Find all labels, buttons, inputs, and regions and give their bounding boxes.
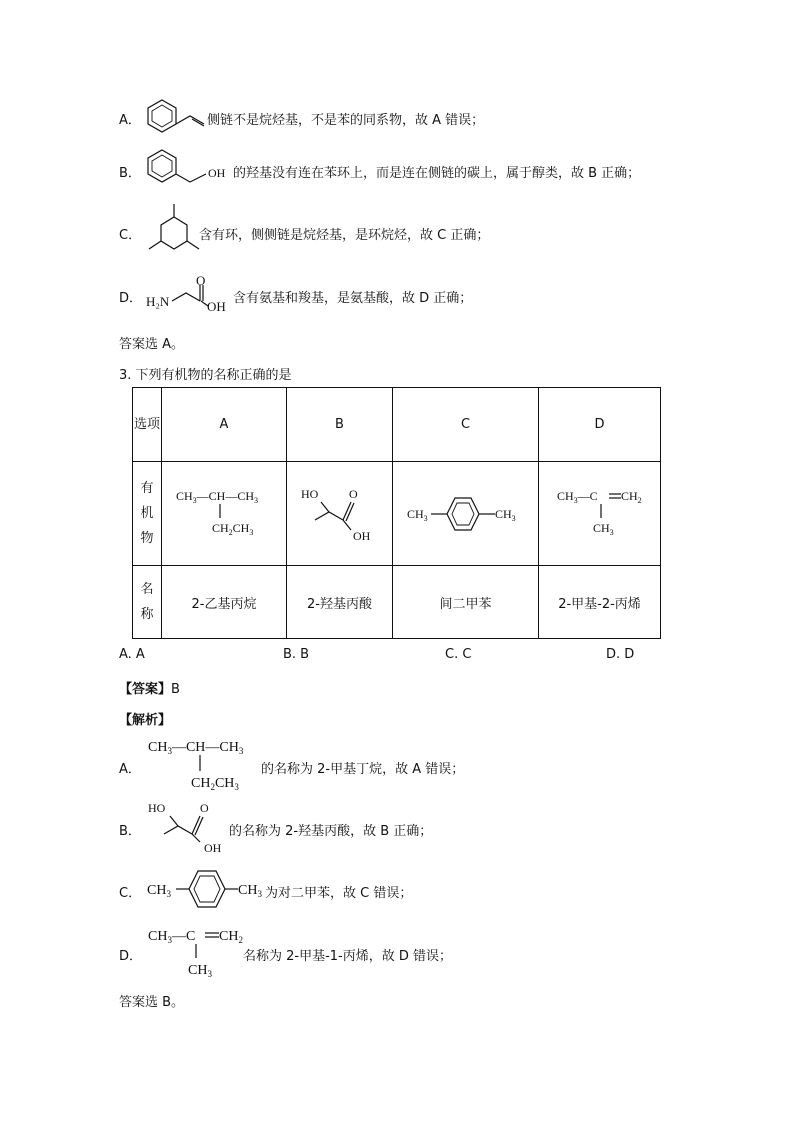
svg-text:CH3—CH—CH3: $CH_3—CH—CH_3$ bbox=[176, 489, 259, 505]
svg-text:CH2: $CH_2$ bbox=[621, 489, 642, 505]
analysis-d-structure-icon bbox=[148, 924, 248, 980]
answer-label: 【答案】 bbox=[119, 682, 172, 697]
answer-value: B bbox=[171, 682, 180, 697]
column-header-a: A bbox=[162, 388, 287, 462]
prev-item-d-o: O bbox=[196, 273, 206, 288]
answer-line bbox=[119, 678, 180, 697]
prev-answer-line: 答案选 A。 bbox=[119, 337, 185, 352]
svg-text:CH3: $CH_3$ bbox=[147, 883, 171, 899]
column-header-b: B bbox=[287, 388, 393, 462]
compound-cell-d bbox=[539, 462, 661, 566]
compound-c-structure-icon bbox=[407, 492, 527, 532]
compound-b-structure-icon bbox=[301, 486, 381, 546]
svg-text:CH3: $CH_3$ bbox=[407, 507, 428, 523]
svg-text:CH2CH3: $CH_2CH_3$ bbox=[212, 521, 254, 537]
column-header-d: D bbox=[539, 388, 661, 462]
name-cell-b: 2-羟基丙酸 bbox=[287, 566, 393, 639]
analysis-d-label: D． bbox=[119, 949, 143, 964]
svg-text:CH3—C: $CH_3—C$ bbox=[148, 929, 196, 945]
compound-cell-b bbox=[287, 462, 393, 566]
prev-item-d-h2n: H₂N bbox=[146, 294, 170, 309]
svg-text:CH3—CH—CH3: $CH_3—CH—CH_3$ bbox=[148, 740, 244, 756]
analysis-a-structure-icon bbox=[148, 735, 268, 791]
analysis-c-label: C． bbox=[119, 886, 142, 901]
name-cell-d: 2-甲基-2-丙烯 bbox=[539, 566, 661, 639]
options-table bbox=[132, 387, 661, 639]
analysis-b-label: B． bbox=[119, 824, 141, 839]
styrene-structure-icon bbox=[146, 98, 210, 134]
prev-item-d-oh: OH bbox=[207, 299, 226, 314]
analysis-c-text: 为对二甲苯，故 C 错误； bbox=[265, 886, 413, 901]
compound-d-structure-icon bbox=[557, 486, 657, 542]
analysis-b-text: 的名称为 2-羟基丙酸，故 B 正确； bbox=[229, 824, 433, 839]
analysis-d-text: 名称为 2-甲基-1-丙烯，故 D 错误； bbox=[243, 949, 453, 964]
row-header-name bbox=[133, 566, 162, 639]
name-cell-c: 间二甲苯 bbox=[393, 566, 539, 639]
prev-item-a-text: 侧链不是烷烃基，不是苯的同系物，故 A 错误； bbox=[207, 113, 485, 128]
prev-item-d-text: 含有氨基和羧基，是氨基酸，故 D 正确； bbox=[233, 291, 473, 306]
svg-text:HO: HO bbox=[301, 487, 319, 501]
svg-text:CH2CH3: $CH_2CH_3$ bbox=[191, 776, 239, 792]
svg-text:CH3—C: $CH_3—C$ bbox=[557, 489, 598, 505]
svg-text:CH2: $CH_2$ bbox=[219, 929, 243, 945]
compound-cell-c bbox=[393, 462, 539, 566]
svg-text:OH: OH bbox=[204, 841, 222, 855]
choice-c: C. C bbox=[445, 647, 472, 662]
svg-text:CH3: $CH_3$ bbox=[188, 963, 212, 979]
svg-text:CH3: $CH_3$ bbox=[495, 507, 516, 523]
svg-text:HO: HO bbox=[148, 801, 166, 815]
prev-item-c-text: 含有环，侧侧链是烷烃基，是环烷烃，故 C 正确； bbox=[199, 228, 490, 243]
compound-a-structure-icon bbox=[176, 486, 276, 542]
analysis-answer-line: 答案选 B。 bbox=[119, 995, 185, 1010]
column-header-c: C bbox=[393, 388, 539, 462]
choice-d: D. D bbox=[606, 647, 635, 662]
name-cell-a: 2-乙基丙烷 bbox=[162, 566, 287, 639]
analysis-a-label: A． bbox=[119, 762, 141, 777]
prev-item-b-oh: OH bbox=[208, 166, 226, 180]
svg-text:CH3: $CH_3$ bbox=[238, 883, 262, 899]
analysis-a-text: 的名称为 2-甲基丁烷，故 A 错误； bbox=[261, 762, 465, 777]
svg-text:O: O bbox=[200, 801, 209, 815]
question-stem: 3. 下列有机物的名称正确的是 bbox=[119, 368, 292, 383]
prev-item-a-label: A． bbox=[119, 113, 141, 128]
prev-item-b-text: 的羟基没有连在苯环上，而是连在侧链的碳上，属于醇类，故 B 正确； bbox=[233, 166, 641, 181]
svg-text:CH3: $CH_3$ bbox=[593, 521, 614, 537]
row-header-options bbox=[133, 388, 162, 462]
svg-text:O: O bbox=[349, 487, 358, 501]
row-header-compound bbox=[133, 462, 162, 566]
row-header-name-text: 名称 bbox=[140, 581, 154, 622]
trimethylcyclohexane-structure-icon bbox=[146, 203, 200, 259]
analysis-b-structure-icon bbox=[148, 800, 232, 855]
svg-text:OH: OH bbox=[353, 529, 371, 543]
row-header-compound-text: 有机物 bbox=[140, 480, 154, 546]
compound-cell-a bbox=[162, 462, 287, 566]
prev-item-b-label: B． bbox=[119, 166, 141, 181]
choice-b: B. B bbox=[283, 647, 310, 662]
prev-item-d-label: D． bbox=[119, 291, 143, 306]
row-header-options-text: 选项 bbox=[133, 417, 160, 432]
choice-a: A. A bbox=[119, 647, 145, 662]
prev-item-c-label: C． bbox=[119, 228, 142, 243]
analysis-label: 【解析】 bbox=[119, 713, 172, 728]
